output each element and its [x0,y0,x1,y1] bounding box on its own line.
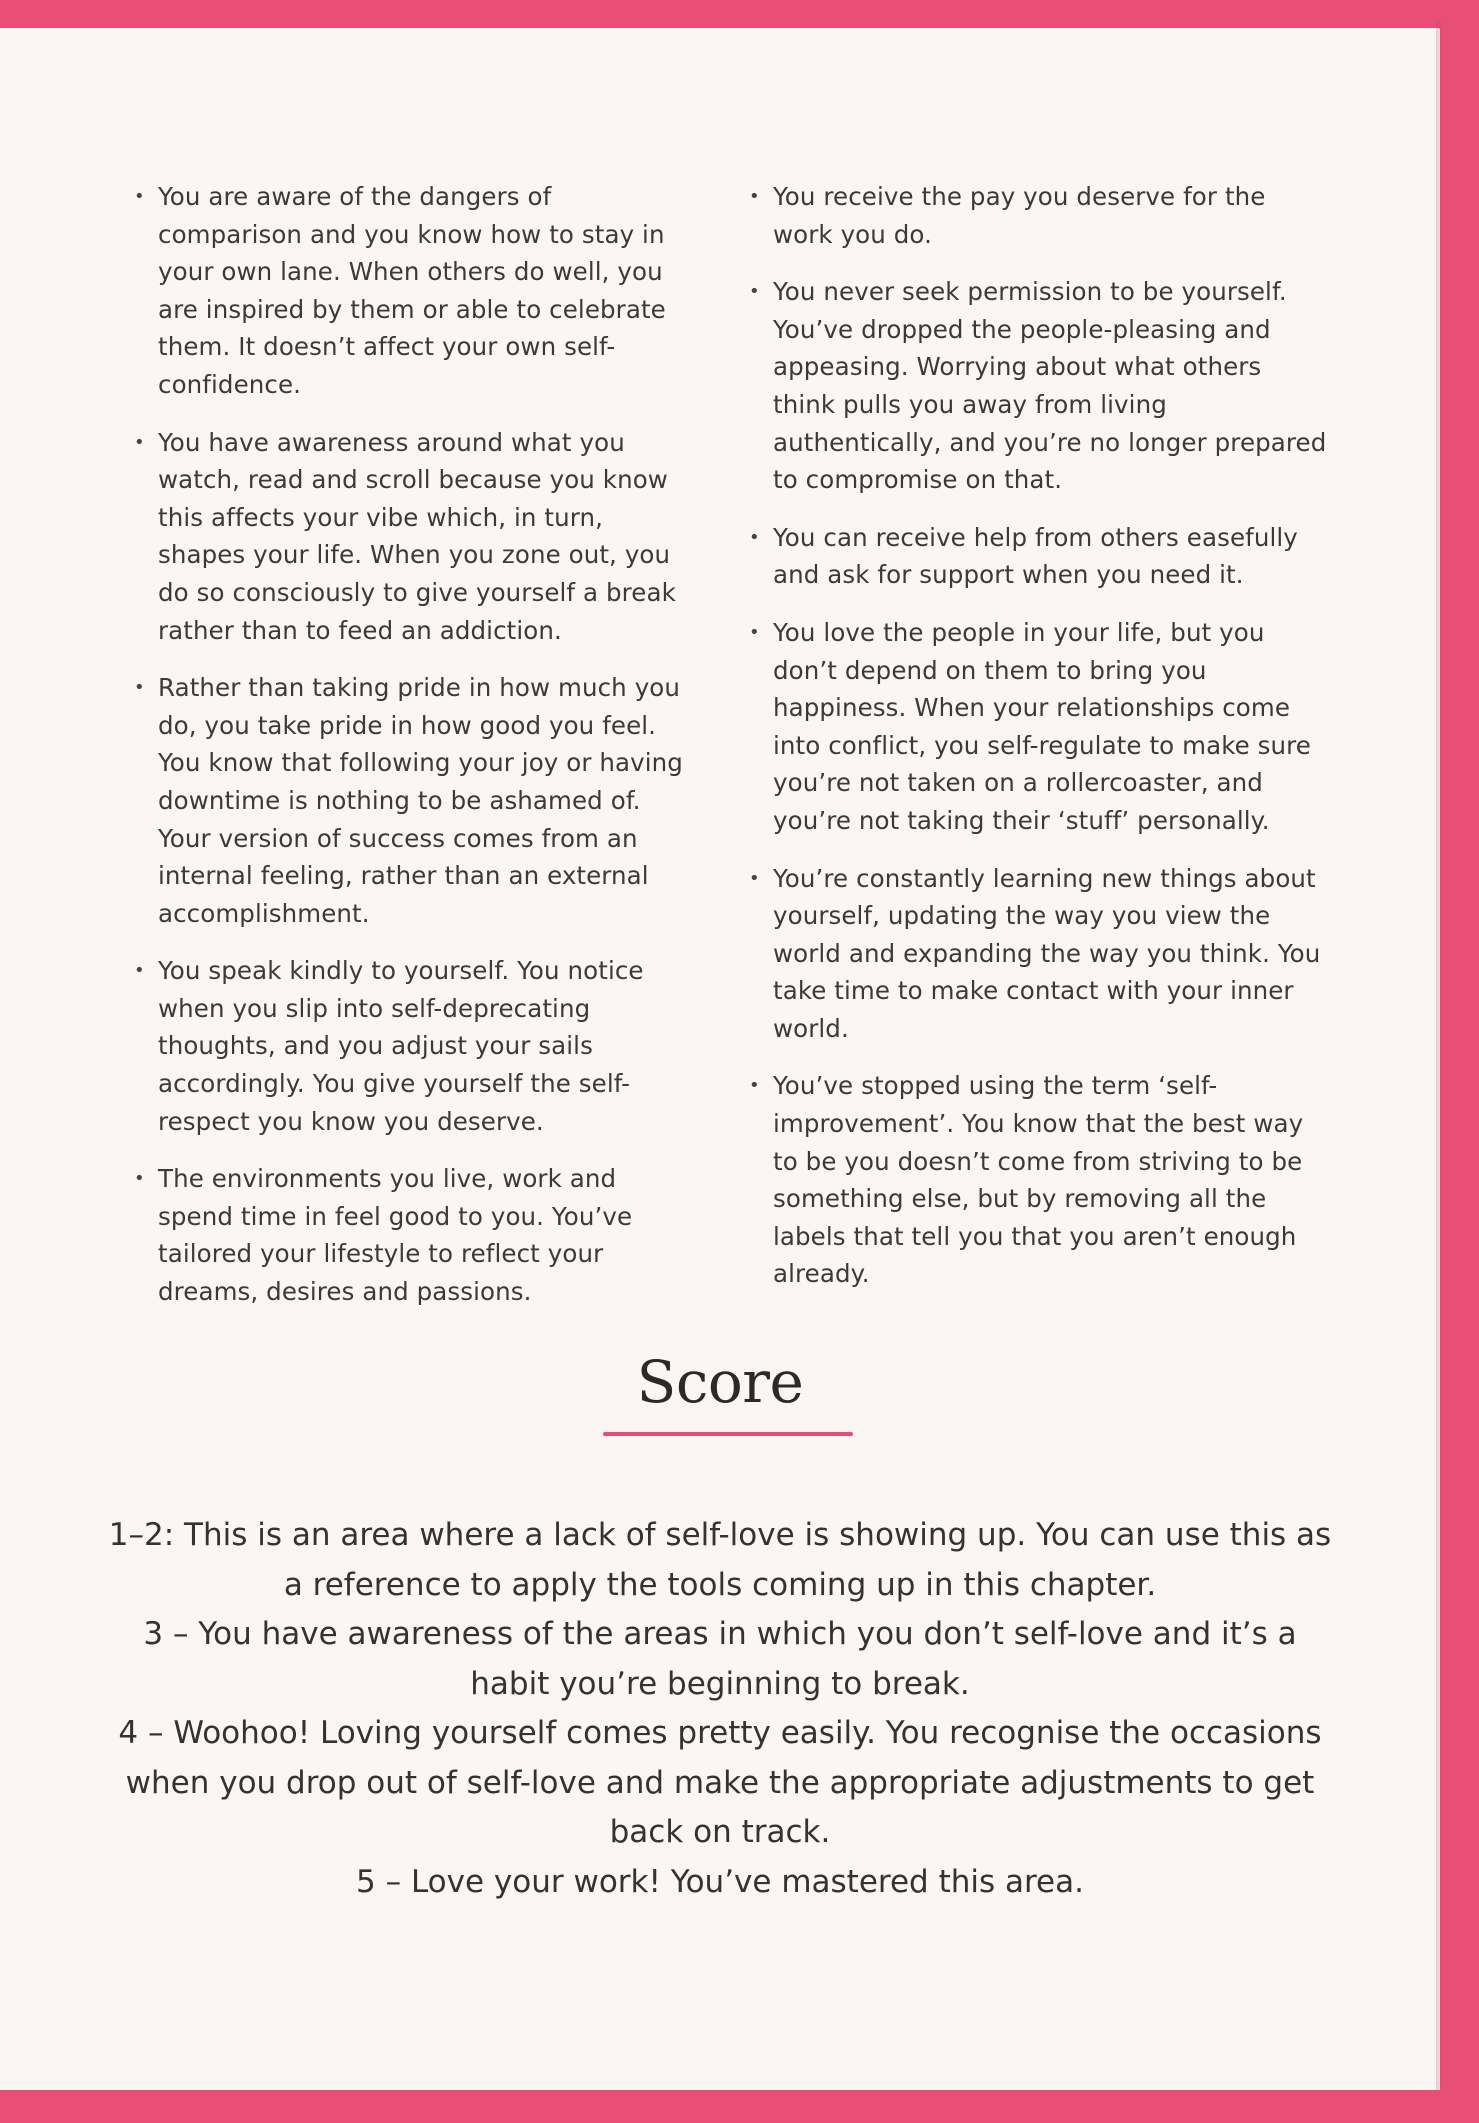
bullet-icon: • [134,431,145,453]
bullet-icon: • [749,281,760,303]
list-item: • You receive the pay you deserve for the work you do. [745,178,1330,253]
page-edge-shadow [1436,20,1444,2090]
bullet-icon: • [134,960,145,982]
list-item: • You can receive help from others easefully and ask for support when you need it. [745,519,1330,594]
checklist-columns [130,178,1330,1331]
score-description [100,1511,1340,1907]
bullet-icon: • [134,677,145,699]
book-page [0,28,1440,2090]
score-line-1-2: 1–2: This is an area where a lack of self-love is showing up. You can use this as a reference to apply the tools coming up in this chapter. [108,1517,1332,1603]
list-item: • You never seek permission to be yourself. You’ve dropped the people-pleasing and appeasing. Worrying about what others think pulls you away from living authentically, and you’re no longer prepared to compromise on that. [745,273,1330,499]
left-column-list [130,178,695,1331]
bullet-icon: • [134,1168,145,1190]
list-item: • The environments you live, work and spend time in feel good to you. You’ve tailored your lifestyle to reflect your dreams, desires and passions. [130,1160,695,1310]
bullet-icon: • [749,621,760,643]
score-heading: Score [636,1348,804,1416]
score-line-4: 4 – Woohoo! Loving yourself comes pretty easily. You recognise the occasions when you drop out of self-love and make the appropriate adjustments to get back on track. [118,1715,1322,1850]
bullet-icon: • [749,526,760,548]
list-item: • You are aware of the dangers of comparison and you know how to stay in your own lane. When others do well, you are inspired by them or able to celebrate them. It doesn’t affect your own self-confidence. [130,178,695,404]
bullet-icon: • [749,186,760,207]
bullet-icon: • [749,867,760,889]
list-item: • You love the people in your life, but you don’t depend on them to bring you happiness. When your relationships come into conflict, you self-regulate to make sure you’re not taken on a rollercoaster, and you’re not taking their ‘stuff’ personally. [745,614,1330,840]
heading-underline [603,1432,853,1436]
right-column-list [745,178,1330,1331]
list-item: • You have awareness around what you watch, read and scroll because you know this affects your vibe which, in turn, shapes your life. When you zone out, you do so consciously to give yourself a break rather than to feed an addiction. [130,424,695,650]
bullet-icon: • [134,186,145,207]
list-item: • You speak kindly to yourself. You notice when you slip into self-deprecating thoughts, and you adjust your sails accordingly. You give yourself the self-respect you know you deserve. [130,952,695,1140]
score-line-3: 3 – You have awareness of the areas in which you don’t self-love and it’s a habit you’re beginning to break. [143,1616,1297,1702]
bullet-icon: • [749,1075,760,1097]
list-item: • You’re constantly learning new things about yourself, updating the way you view the world and expanding the way you think. You take time to make contact with your inner world. [745,860,1330,1048]
list-item: • You’ve stopped using the term ‘self-improvement’. You know that the best way to be you doesn’t come from striving to be something else, but by removing all the labels that tell you that you aren’t enough already. [745,1067,1330,1293]
list-item: • Rather than taking pride in how much you do, you take pride in how good you feel. You know that following your joy or having downtime is nothing to be ashamed of. Your version of success comes from an internal feeling, rather than an external accomplishment. [130,669,695,932]
score-line-5: 5 – Love your work! You’ve mastered this area. [356,1863,1084,1900]
